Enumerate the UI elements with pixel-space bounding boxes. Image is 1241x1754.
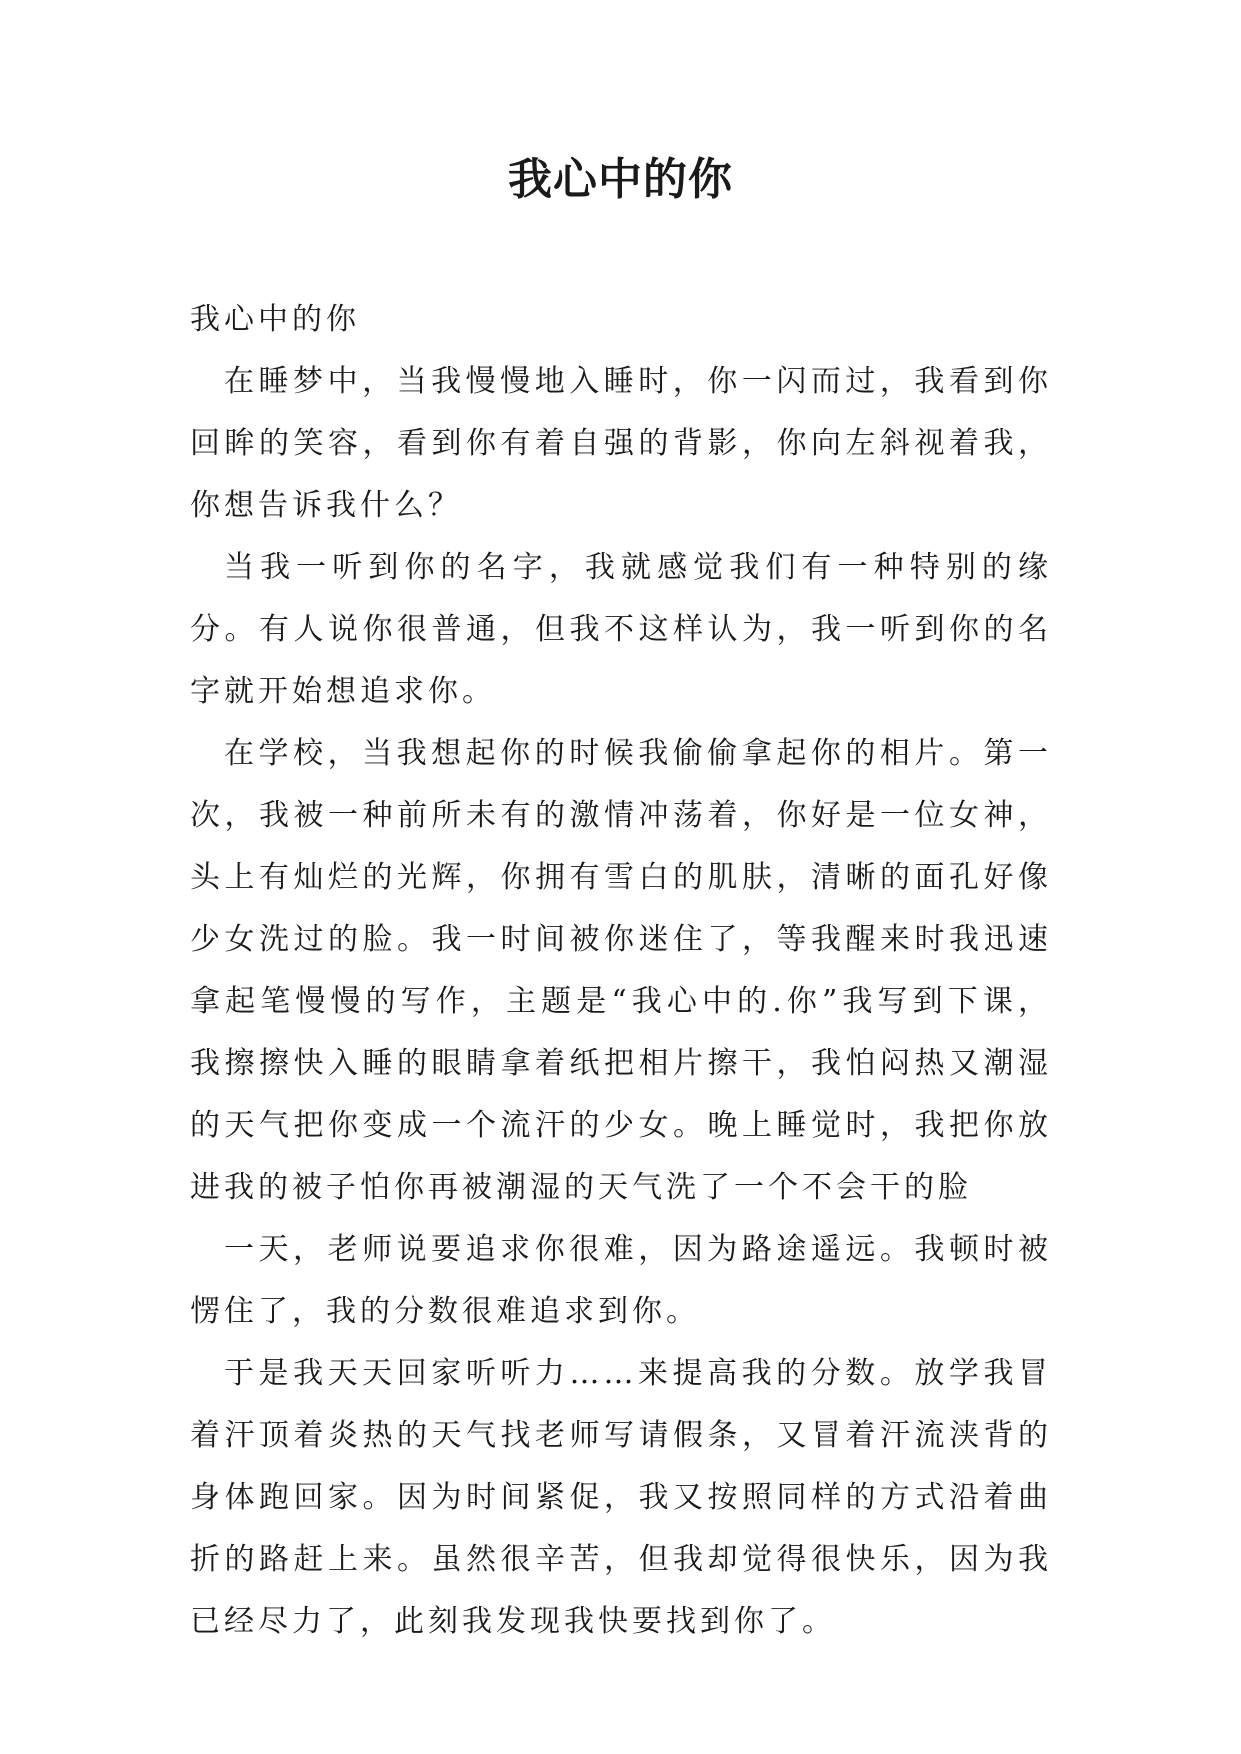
document-body — [190, 289, 1052, 1653]
paragraph-3: 在学校，当我想起你的时候我偷偷拿起你的相片。第一次，我被一种前所未有的激情冲荡着，你好是一位女神，头上有灿烂的光辉，你拥有雪白的肌肤，清晰的面孔好像少女洗过的脸。我一时间被你迷住了，等我醒来时我迅速拿起笔慢慢的写作，主题是“我心中的.你”我写到下课，我擦擦快入睡的眼睛拿着纸把相片擦干，我怕闷热又潮湿的天气把你变成一个流汗的少女。晚上睡觉时，我把你放进我的被子怕你再被潮湿的天气洗了一个不会干的脸 — [190, 736, 1052, 1205]
document-subtitle: 我心中的你 — [190, 302, 360, 337]
document-title: 我心中的你 — [508, 154, 733, 205]
paragraph-4: 一天，老师说要追求你很难，因为路途遥远。我顿时被愣住了，我的分数很难追求到你。 — [190, 1232, 1052, 1329]
paragraph-1: 在睡梦中，当我慢慢地入睡时，你一闪而过，我看到你回眸的笑容，看到你有着自强的背影，你向左斜视着我，你想告诉我什么？ — [190, 364, 1052, 523]
paragraph-5: 于是我天天回家听听力……来提高我的分数。放学我冒着汗顶着炎热的天气找老师写请假条，又冒着汗流浃背的身体跑回家。因为时间紧促，我又按照同样的方式沿着曲折的路赶上来。虽然很辛苦，但我却觉得很快乐，因为我已经尽力了，此刻我发现我快要找到你了。 — [190, 1356, 1052, 1639]
paragraph-2: 当我一听到你的名字，我就感觉我们有一种特别的缘分。有人说你很普通，但我不这样认为，我一听到你的名字就开始想追求你。 — [190, 550, 1052, 709]
